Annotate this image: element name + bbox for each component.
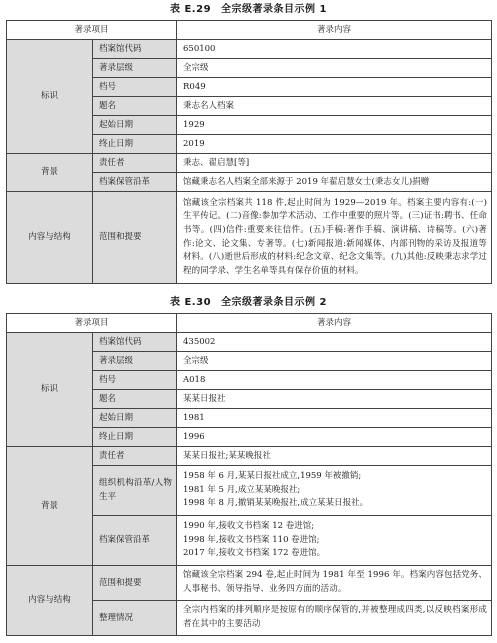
table-row	[7, 447, 492, 466]
row-value: 馆藏秉志名人档案全部来源于 2019 年翟启慧女士(秉志女儿)捐赠	[177, 173, 492, 192]
group-identification: 标识	[7, 333, 93, 447]
row-label: 题名	[93, 390, 177, 409]
row-value: 某某日报社	[177, 390, 492, 409]
custody-line: 1998 年,接收文书档案 110 卷进馆;	[183, 534, 320, 545]
table-row	[7, 192, 492, 284]
row-value: 1996	[177, 428, 492, 447]
row-label: 著录层级	[93, 352, 177, 371]
row-label: 终止日期	[93, 135, 177, 154]
table-header-row	[7, 21, 492, 40]
row-label: 档号	[93, 78, 177, 97]
row-label: 档案保管沿革	[93, 516, 177, 566]
history-line: 1981 年 5 月,成立某某晚报社;	[183, 484, 301, 495]
caption-title: 全宗级著录条目示例 1	[221, 4, 327, 15]
history-line: 1958 年 6 月,某某日报社成立,1959 年被撤销;	[183, 471, 362, 482]
row-value: 650100	[177, 40, 492, 59]
row-value: 秉志名人档案	[177, 97, 492, 116]
header-content: 著录内容	[177, 21, 492, 40]
row-value: 2019	[177, 135, 492, 154]
row-label: 档案馆代码	[93, 40, 177, 59]
caption-label: 表 E.30	[170, 297, 212, 308]
caption-title: 全宗级著录条目示例 2	[221, 297, 327, 308]
table-caption	[6, 293, 491, 313]
table-row	[7, 333, 492, 352]
table-header-row	[7, 314, 492, 333]
row-value: 馆藏该全宗档案共 118 件,起止时间为 1929—2019 年。档案主要内容有:(一)生平传记。(二)音像:参加学术活动、工作中重要的照片等。(三)证书:聘书、任命书等。(四)信件:重要来往信件。(五)手稿:著作手稿、演讲稿、诗稿等。(六)著作:论文、论文集、专著等。(七)新闻报道:新闻媒体、内部刊物的采访及报道等材料。(八)逝世后形成的材料:纪念文章、纪念文集等。(九)其他:反映秉志求学过程的同学录、学生名单等具有保存价值的材料。	[177, 192, 492, 284]
history-line: 1998 年 8 月,撤销某某晚报社,成立某某日报社。	[183, 498, 369, 509]
row-value: 全宗级	[177, 59, 492, 78]
table-caption	[6, 0, 491, 20]
table-row	[7, 154, 492, 173]
row-label: 起始日期	[93, 409, 177, 428]
row-value: 435002	[177, 333, 492, 352]
document-page	[6, 0, 491, 636]
row-value: A018	[177, 371, 492, 390]
group-identification: 标识	[7, 40, 93, 154]
row-value: 馆藏该全宗档案 294 卷,起止时间为 1981 年至 1996 年。档案内容包括党务、人事秘书、领导指导、业务四方面的活动。	[177, 566, 492, 601]
row-label: 终止日期	[93, 428, 177, 447]
group-background: 背景	[7, 154, 93, 192]
table-row	[7, 40, 492, 59]
row-value: 全宗内档案的排列顺序是按原有的顺序保管的,并被整理成四类,以反映档案形成者在其中的主要活动	[177, 601, 492, 636]
row-label: 责任者	[93, 154, 177, 173]
header-content: 著录内容	[177, 314, 492, 333]
row-label: 组织机构沿革/人物生平	[93, 466, 177, 516]
row-label: 起始日期	[93, 116, 177, 135]
row-label: 档案保管沿革	[93, 173, 177, 192]
caption-label: 表 E.29	[170, 4, 212, 15]
group-content-structure: 内容与结构	[7, 566, 93, 636]
row-value: 1981	[177, 409, 492, 428]
header-item: 著录项目	[7, 314, 177, 333]
group-content-structure: 内容与结构	[7, 192, 93, 284]
row-value	[177, 516, 492, 566]
header-item: 著录项目	[7, 21, 177, 40]
row-label: 范围和提要	[93, 566, 177, 601]
row-value	[177, 466, 492, 516]
row-label: 档号	[93, 371, 177, 390]
row-label: 档案馆代码	[93, 333, 177, 352]
row-label: 题名	[93, 97, 177, 116]
table-row	[7, 566, 492, 601]
description-table	[6, 313, 492, 636]
row-label: 整理情况	[93, 601, 177, 636]
custody-line: 1990 年,接收文书档案 12 卷进馆;	[183, 521, 315, 532]
row-label: 责任者	[93, 447, 177, 466]
row-value: 某某日报社;某某晚报社	[177, 447, 492, 466]
row-value: 1929	[177, 116, 492, 135]
row-value: R049	[177, 78, 492, 97]
row-label: 著录层级	[93, 59, 177, 78]
row-value: 全宗级	[177, 352, 492, 371]
description-table	[6, 20, 492, 284]
group-background: 背景	[7, 447, 93, 566]
custody-line: 2017 年,接收文书档案 172 卷进馆。	[183, 548, 326, 559]
row-value: 秉志、翟启慧[等]	[177, 154, 492, 173]
row-label: 范围和提要	[93, 192, 177, 284]
